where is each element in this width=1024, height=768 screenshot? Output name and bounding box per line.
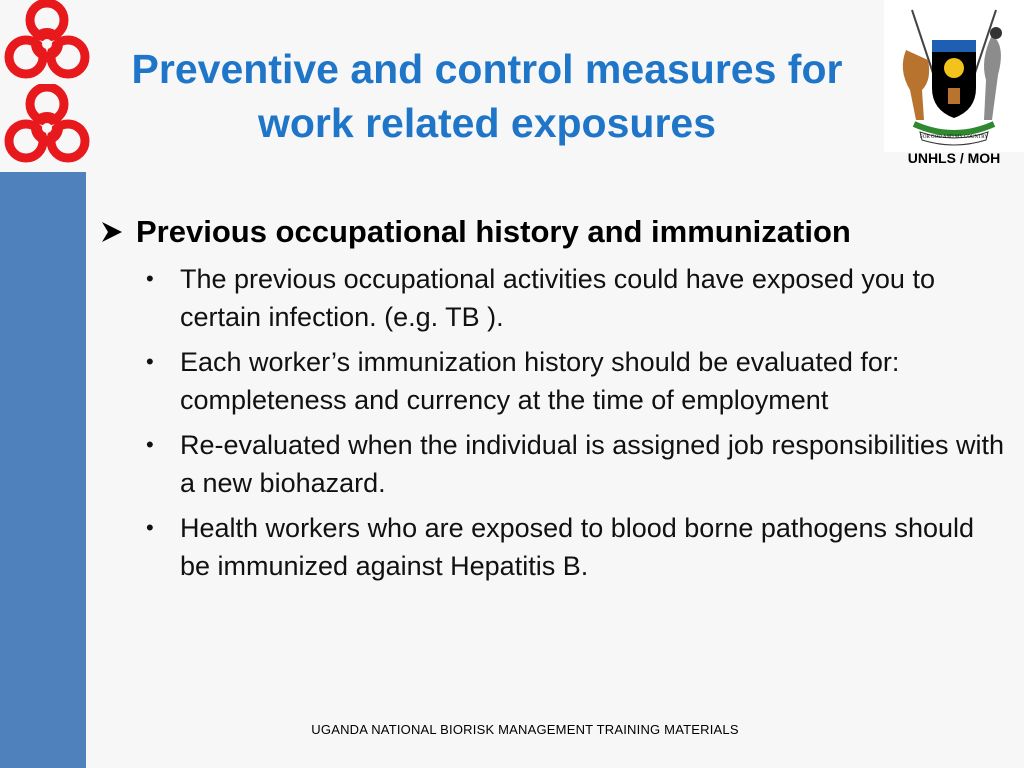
bullet-dot: • — [146, 432, 154, 457]
list-item — [98, 260, 1008, 336]
list-item — [98, 509, 1008, 585]
bullet-dot: • — [146, 349, 154, 374]
bullet-text: Re-evaluated when the individual is assigned job responsibilities with a new biohazard. — [180, 430, 1004, 498]
biohazard-icon — [0, 0, 94, 86]
org-label: UNHLS / MOH — [907, 150, 1001, 166]
coat-of-arms — [884, 0, 1024, 152]
slide-content — [98, 212, 1008, 592]
list-item — [98, 343, 1008, 419]
section-heading-text: Previous occupational history and immunization — [136, 214, 851, 249]
bullet-dot: • — [146, 266, 154, 291]
bullet-text: Each worker’s immunization history should be evaluated for: completeness and currency at the time of employment — [180, 347, 900, 415]
emblem-motto: FOR GOD AND MY COUNTRY — [920, 135, 988, 140]
footer-text: UGANDA NATIONAL BIORISK MANAGEMENT TRAINING MATERIALS — [311, 722, 739, 737]
sidebar-blue-band — [0, 172, 86, 768]
slide-title — [92, 42, 882, 150]
coat-of-arms-icon — [884, 0, 1024, 152]
list-item — [98, 426, 1008, 502]
title-line-1: Preventive and control measures for — [131, 46, 843, 92]
section-heading — [98, 212, 1008, 252]
bullet-text: The previous occupational activities could have exposed you to certain infection. (e.g. TB ). — [180, 264, 935, 332]
bullet-list — [98, 260, 1008, 585]
bullet-text: Health workers who are exposed to blood borne pathogens should be immunized against Hepatitis B. — [180, 513, 975, 581]
title-line-2: work related exposures — [257, 100, 717, 146]
bullet-dot: • — [146, 515, 154, 540]
biohazard-icon — [0, 84, 94, 170]
arrow-right-icon — [98, 220, 126, 244]
